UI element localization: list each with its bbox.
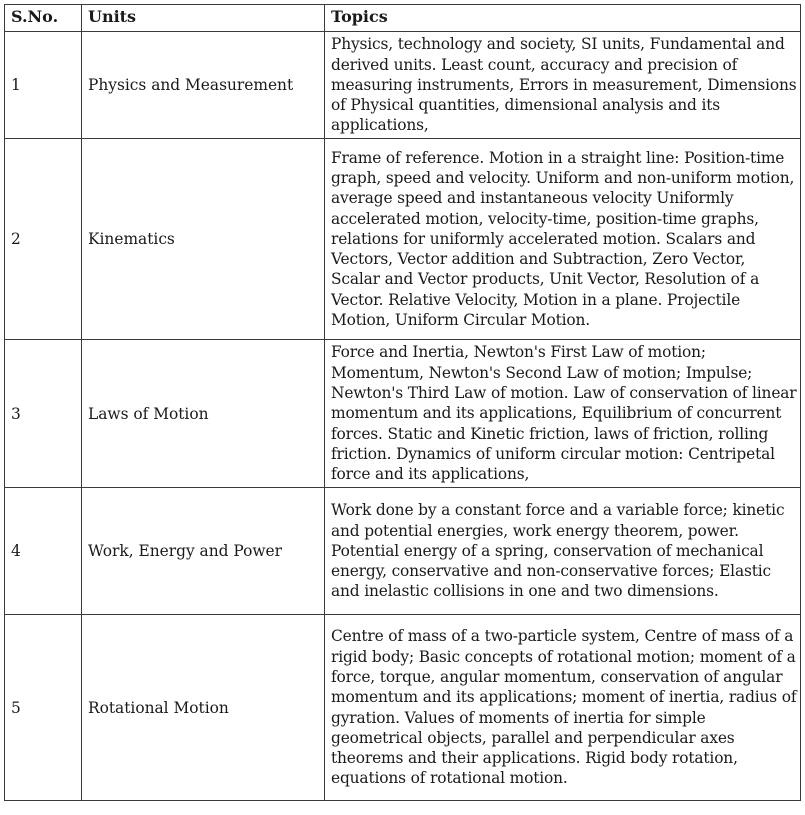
row-sno: 3 — [5, 340, 82, 488]
table-row — [5, 139, 801, 340]
row-unit: Rotational Motion — [82, 615, 325, 801]
row-topics: Centre of mass of a two-particle system, Centre of mass of a rigid body; Basic concepts of rotational motion; moment of a force, torque, angular momentum, conservation of angular momentum and its applications; moment of inertia, radius of gyration. Values of moments of inertia for simple geometrical objects, parallel and perpendicular axes theorems and their applications. Rigid body rotation, equations of rotational motion. — [325, 615, 801, 801]
row-topics: Work done by a constant force and a variable force; kinetic and potential energies, work energy theorem, power. Potential energy of a spring, conservation of mechanical energy, conservative and non-conservative forces; Elastic and inelastic collisions in one and two dimensions. — [325, 488, 801, 615]
row-unit: Physics and Measurement — [82, 32, 325, 139]
row-unit: Laws of Motion — [82, 340, 325, 488]
header-units: Units — [82, 5, 325, 32]
row-topics: Force and Inertia, Newton's First Law of motion; Momentum, Newton's Second Law of motion; Impulse; Newton's Third Law of motion. Law of conservation of linear momentum and its applications, Equilibrium of concurrent forces. Static and Kinetic friction, laws of friction, rolling friction. Dynamics of uniform circular motion: Centripetal force and its applications, — [325, 340, 801, 488]
row-unit: Work, Energy and Power — [82, 488, 325, 615]
table-row — [5, 488, 801, 615]
syllabus-table — [4, 4, 801, 801]
table-row — [5, 615, 801, 801]
row-sno: 4 — [5, 488, 82, 615]
header-sno: S.No. — [5, 5, 82, 32]
header-row — [5, 5, 801, 32]
row-sno: 1 — [5, 32, 82, 139]
row-topics: Frame of reference. Motion in a straight line: Position-time graph, speed and velocity. Uniform and non-uniform motion, average speed and instantaneous velocity Uniformly accelerated motion, velocity-time, position-time graphs, relations for uniformly accelerated motion. Scalars and Vectors, Vector addition and Subtraction, Zero Vector, Scalar and Vector products, Unit Vector, Resolution of a Vector. Relative Velocity, Motion in a plane. Projectile Motion, Uniform Circular Motion. — [325, 139, 801, 340]
row-sno: 2 — [5, 139, 82, 340]
row-unit: Kinematics — [82, 139, 325, 340]
table-row — [5, 340, 801, 488]
table-row — [5, 32, 801, 139]
row-sno: 5 — [5, 615, 82, 801]
row-topics: Physics, technology and society, SI units, Fundamental and derived units. Least count, accuracy and precision of measuring instruments, Errors in measurement, Dimensions of Physical quantities, dimensional analysis and its applications, — [325, 32, 801, 139]
header-topics: Topics — [325, 5, 801, 32]
